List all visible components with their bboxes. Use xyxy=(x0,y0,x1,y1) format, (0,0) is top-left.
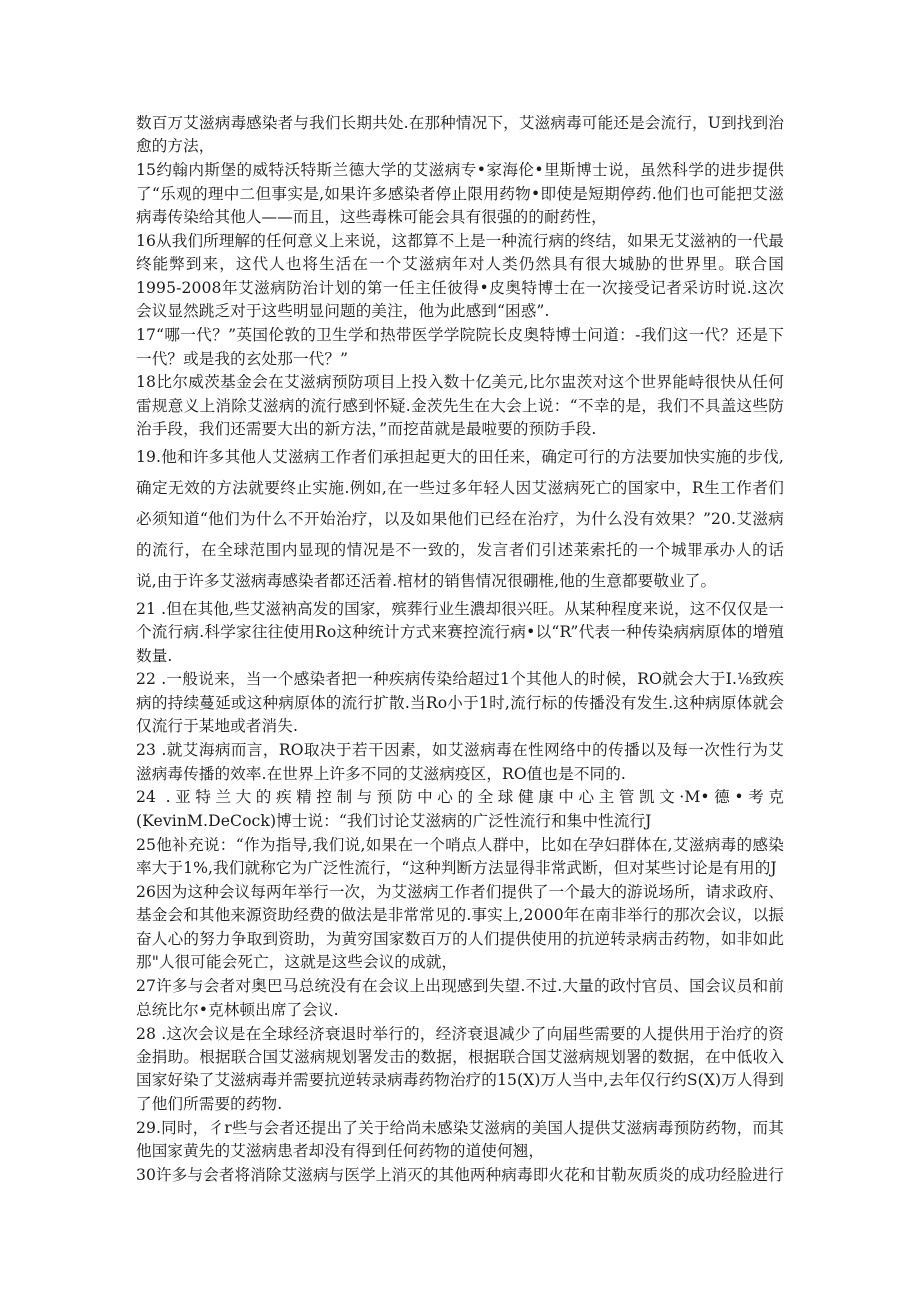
paragraph: 29.同时，彳r些与会者还提出了关于给尚未感染艾滋病的美国人提供艾滋病毒预防药物，而其他国家黄先的艾滋病患者却没有得到任何药物的道使何翘， xyxy=(136,1118,784,1161)
paragraph: 30许多与会者将消除艾滋病与医学上消灭的其他两种病毒即火花和甘勒灰质炎的成功经脸进行 xyxy=(136,1165,784,1184)
paragraph: 21 .但在其他,些艾滋衲高发的国家，殡葬行业生濃却很兴旺。从某种程度来说，这不仅仅是一个流行病.科学家往往使用Ro这种统计方式来赛控流行病•以“R”代表一种传染病病原体的增殖数量. xyxy=(136,599,784,665)
paragraph: 24 .亚特兰大的疾精控制与预防中心的全球健康中心主管凯文·M•德•考克(KevinM.DeCock)博士说：“我们讨论艾滋病的广泛性流行和集中性流行J xyxy=(136,788,784,830)
paragraph: 23 .就艾海病而言，RO取决于若干因素，如艾滋病毒在性网络中的传播以及每一次性行为艾滋病毒传播的效率.在世界上许多不同的艾滋病疫区，RO值也是不同的. xyxy=(136,741,784,783)
paragraph: 26因为这种会议每两年举行一次，为艾滋病工作者们提供了一个最大的游说场所，请求政府、基金会和其他来源资助经费的做法是非常常见的.事实上,2000年在南非举行的那次会议，以振奋人心的努力争取到资助，为黄穷国家数百万的人们提供使用的抗逆转录病击药物，如非如此那"人很可能会死亡，这就是这些会议的成就， xyxy=(136,883,784,972)
paragraph: 16从我们所理解的任何意义上来说，这都算不上是一种流行病的终结，如果无艾滋衲的一代最终能弊到来，这代人也将生活在一个艾滋病年对人类仍然具有很大城胁的世界里。联合国1995-2008年艾滋病防治计划的第一任主任彼得•皮奥特博士在一次接受记者采访时说.这次会议显然跳乏对于这些明显问题的美注，他为此感到“困惑”. xyxy=(136,232,784,321)
document-body xyxy=(136,112,784,1188)
paragraph: 15约翰内斯堡的威特沃特斯兰德大学的艾滋病专•家海伦•里斯博士说，虽然科学的进步提供了“乐观的理中二但事实是,如果许多感染者停止限用药物•即使是短期停药.他们也可能把艾滋病毒传染给其他人——而且，这些毒株可能会具有很强的的耐药性， xyxy=(136,161,784,227)
paragraph: 17“哪一代？”英国伦敦的卫生学和热带医学学院院长皮奥特博士问道：-我们这一代？还是下一代？或是我的玄处那一代？” xyxy=(136,326,784,368)
paragraph: 22 .一般说来，当一个感染者把一种疾病传染给超过1个其他人的时候，RO就会大于I.⅛致疾病的持续蔓延或这种病原体的流行扩散.当Ro小于1时,流行标的传播没有发生.这种病原体就会仅流行于某地或者消失. xyxy=(136,670,784,736)
paragraph: 25他补充说：“作为指导,我们说,如果在一个哨点人群中，比如在孕妇群体在,艾滋病毒的感染率大于1%,我们就称它为广泛性流行，“这种判断方法显得非常武断，但对某些讨论是有用的J xyxy=(136,835,784,878)
paragraph: 18比尔威茨基金会在艾滋病预防项目上投入数十亿美元,比尔盅茨对这个世界能峙很快从任何雷规意义上消除艾滋病的流行感到怀疑.金茨先生在大会上说：“不幸的是，我们不具盖这些防治手段，我们还需要大出的新方法，”而挖苗就是最啦要的预防手段. xyxy=(136,373,784,439)
paragraph: 数百万艾滋病毒感染者与我们长期共处.在那种情况下，艾滋病毒可能还是会流行，U到找到治愈的方法， xyxy=(136,114,784,156)
paragraph: 27许多与会者对奥巴马总统没有在会议上出现感到失望.不过.大量的政忖官员、国会议员和前总统比尔•克林顿出席了会议. xyxy=(136,977,784,1019)
paragraph: 19.他和许多其他人艾滋病工作者们承担起更大的田任来，确定可行的方法要加快实施的步伐,确定无效的方法就要终止实施.例如,在一些过多年轻人因艾滋病死亡的国家中，R生工作者们必须知道“他们为什么不开始治疗，以及如果他们已经在治疗，为什么没有效果？”20.艾滋病的流行，在全球范围内显现的情况是不一致的，发言者们引述莱索托的一个城罪承办人的话说,由于许多艾滋病毒感染者都还活着.棺材的销售情况很硼椎,他的生意都要敬业了。 xyxy=(136,448,784,591)
paragraph: 28 .这次会议是在全球经济衰退时举行的，经济衰退减少了向届些需要的人提供用于治疗的资金捐助。根据联合国艾滋病规划署发击的数据，根据联合国艾滋病规划署的数据，在中低收入国家好染了艾滋病毒并需要抗逆转录病毒药物治疗的15(X)万人当中,去年仅行约S(X)万人得到了他们所需要的药物. xyxy=(136,1024,784,1113)
